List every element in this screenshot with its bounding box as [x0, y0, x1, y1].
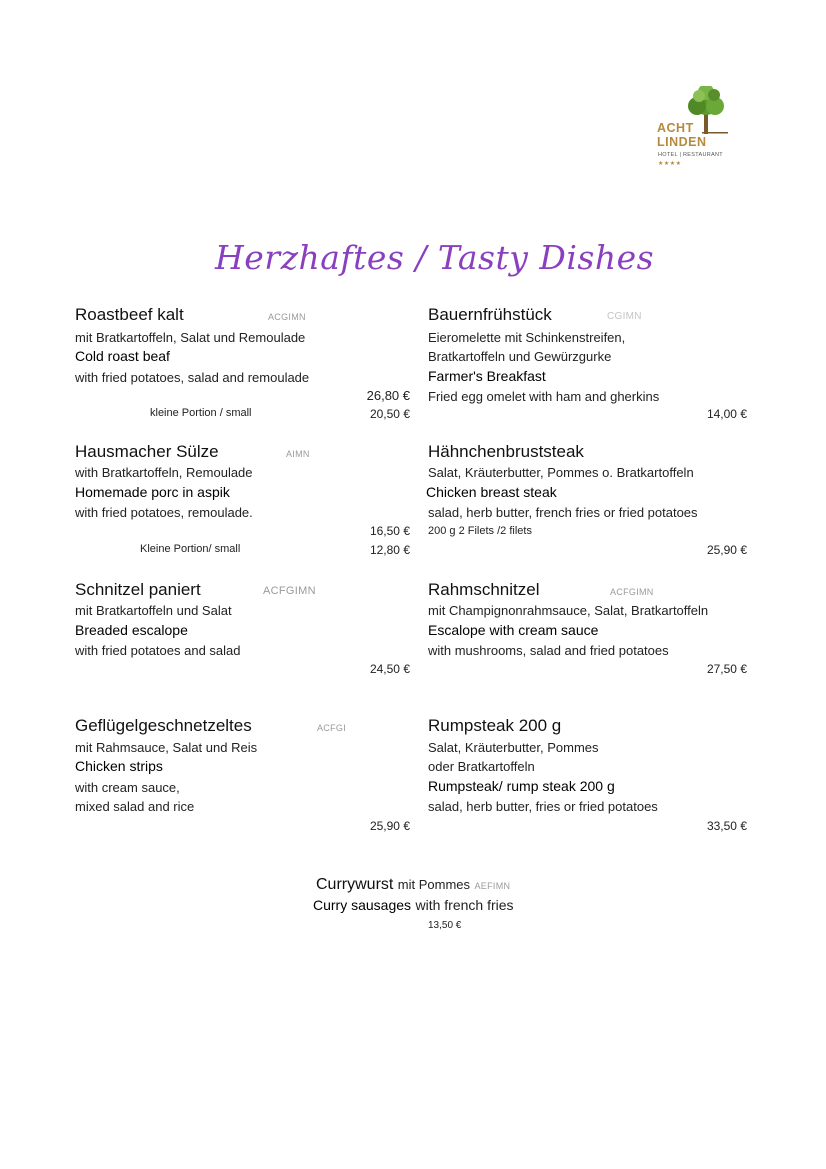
menu-heading: Herzhaftes / Tasty Dishes [215, 238, 655, 277]
dish-description: mit Bratkartoffeln und Salat [75, 603, 232, 618]
allergen-code: ACFGIMN [610, 587, 654, 597]
dish-description: mit Champignonrahmsauce, Salat, Bratkartoffeln [428, 603, 709, 618]
dish-name-english: Escalope with cream sauce [428, 622, 599, 638]
dish-description-english: with fried potatoes, remoulade. [75, 505, 253, 520]
dish-name: Rahmschnitzel [428, 580, 540, 599]
dish-name-english: Curry sausages [313, 897, 412, 913]
hotel-logo [652, 86, 730, 172]
dish-name-english: Rumpsteak/ rump steak 200 g [428, 778, 615, 794]
dish-price: 24,50 € [369, 662, 410, 676]
dish-name-english: Farmer's Breakfast [428, 368, 546, 384]
dish-description: mit Bratkartoffeln, Salat und Remoulade [75, 330, 306, 345]
dish-title-line [316, 876, 510, 894]
dish-description-english: with mushrooms, salad and fried potatoes [428, 643, 669, 658]
allergen-code: CGIMN [607, 311, 642, 322]
dish-name: Schnitzel paniert [75, 580, 201, 599]
logo-subtitle: HOTEL | RESTAURANT [658, 152, 723, 158]
dish-description: Bratkartoffeln und Gewürzgurke [428, 349, 612, 364]
dish-price: 14,00 € [706, 407, 747, 421]
dish-description-english: mixed salad and rice [75, 799, 195, 814]
allergen-code: AEFIMN [474, 881, 511, 891]
small-portion-label: Kleine Portion/ small [140, 543, 241, 555]
dish-name: Geflügelgeschnetzeltes [75, 716, 252, 735]
dish-description: mit Rahmsauce, Salat und Reis [75, 740, 258, 755]
dish-description-english: with fried potatoes and salad [75, 643, 241, 658]
dish-description-english: salad, herb butter, french fries or fried potatoes [428, 505, 698, 520]
dish-description: oder Bratkartoffeln [428, 759, 535, 774]
dish-name: Hausmacher Sülze [75, 442, 219, 461]
small-portion-label: kleine Portion / small [150, 407, 252, 419]
dish-name: Bauernfrühstück [428, 305, 552, 324]
dish-name-english: Chicken strips [75, 758, 163, 774]
portion-note: 200 g 2 Filets /2 filets [428, 525, 532, 537]
dish-description: mit Pommes [397, 877, 471, 892]
dish-name-english: Chicken breast steak [426, 484, 557, 500]
dish-description: Salat, Kräuterbutter, Pommes o. Bratkartoffeln [428, 465, 694, 480]
logo-word-linden: LINDEN [657, 135, 707, 149]
allergen-code: ACFGI [317, 723, 347, 733]
small-portion-price: 20,50 € [369, 407, 410, 421]
dish-description-english: Fried egg omelet with ham and gherkins [428, 389, 660, 404]
dish-description-english: with french fries [415, 897, 514, 913]
dish-name: Rumpsteak 200 g [428, 716, 562, 735]
dish-name: Hähnchenbruststeak [428, 442, 584, 461]
dish-english-line [313, 897, 514, 915]
dish-name-english: Breaded escalope [75, 622, 188, 638]
logo-word-acht: ACHT [657, 121, 694, 135]
logo-stars: ★★★★ [658, 161, 682, 167]
dish-price: 25,90 € [369, 819, 410, 833]
allergen-code: ACGIMN [268, 312, 306, 322]
dish-name: Currywurst [316, 876, 394, 893]
dish-description-english: salad, herb butter, fries or fried potatoes [428, 799, 658, 814]
dish-name: Roastbeef kalt [75, 305, 184, 324]
dish-price: 26,80 € [366, 388, 410, 403]
dish-description: Eieromelette mit Schinkenstreifen, [428, 330, 626, 345]
dish-price: 13,50 € [428, 920, 462, 931]
dish-price: 16,50 € [369, 524, 410, 538]
dish-price: 25,90 € [706, 543, 747, 557]
allergen-code: AIMN [286, 449, 310, 459]
dish-price: 33,50 € [706, 819, 747, 833]
dish-description-english: with fried potatoes, salad and remoulade [75, 370, 310, 385]
allergen-code: ACFGIMN [263, 585, 316, 597]
dish-description: with Bratkartoffeln, Remoulade [75, 465, 253, 480]
dish-name-english: Cold roast beaf [75, 348, 170, 364]
dish-name-english: Homemade porc in aspik [75, 484, 230, 500]
small-portion-price: 12,80 € [369, 543, 410, 557]
dish-description: Salat, Kräuterbutter, Pommes [428, 740, 599, 755]
dish-price: 27,50 € [706, 662, 747, 676]
dish-description-english: with cream sauce, [75, 780, 180, 795]
